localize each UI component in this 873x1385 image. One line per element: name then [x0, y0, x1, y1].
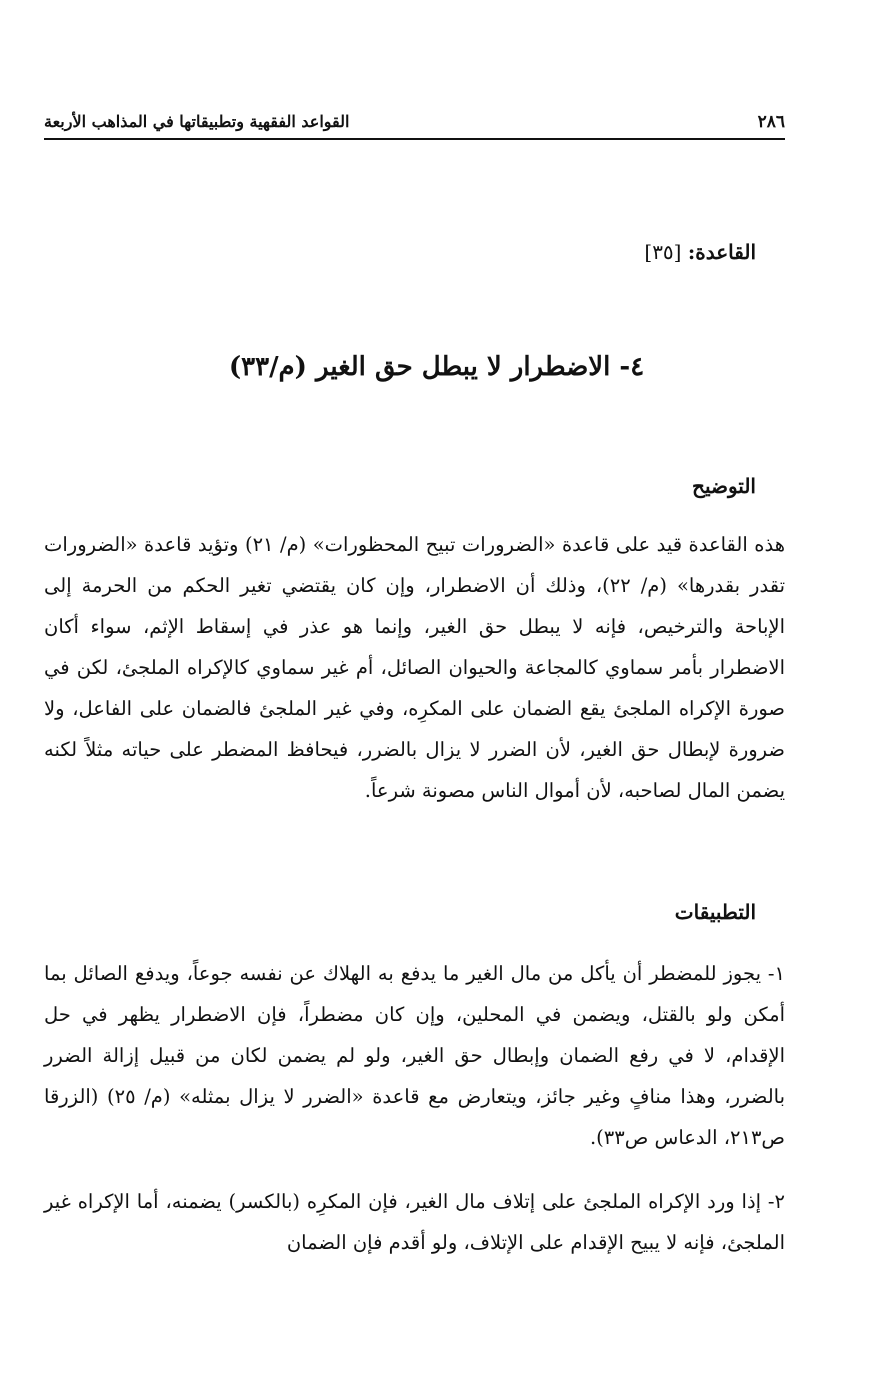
rule-label: [644, 240, 756, 264]
application-item-1: ١- يجوز للمضطر أن يأكل من مال الغير ما يدفع به الهلاك عن نفسه جوعاً، ويدفع الصائل بما أمكن ولو بالقتل، ويضمن في المحلين، وإن كان مضطراً، فإن الاضطرار يظهر في حل الإقدام، لا في رفع الضمان وإبطال حق الغير، ولو لم يضمن لكان من قبيل إزالة الضرر بالضرر، وهذا منافٍ وغير جائز، ويتعارض مع قاعدة «الضرر لا يزال بمثله» (م/ ٢٥) (الزرقا ص٢١٣، الدعاس ص٣٣).: [44, 962, 786, 1149]
rule-label-text: القاعدة:: [687, 240, 756, 264]
application-item-2: ٢- إذا ورد الإكراه الملجئ على إتلاف مال الغير، فإن المكرِه (بالكسر) يضمنه، أما الإكراه غير الملجئ، فإنه لا يبيح الإقدام على الإتلاف، ولو أقدم فإن الضمان: [44, 1190, 785, 1254]
running-header: [44, 110, 785, 140]
rule-title: ٤- الاضطرار لا يبطل حق الغير (م/٣٣): [228, 352, 645, 382]
book-title: القواعد الفقهية وتطبيقاتها في المذاهب الأربعة: [44, 112, 350, 131]
explanation-heading: التوضيح: [692, 474, 756, 498]
explanation-paragraph: هذه القاعدة قيد على قاعدة «الضرورات تبيح المحظورات» (م/ ٢١) وتؤيد قاعدة «الضرورات تقدر بقدرها» (م/ ٢٢)، وذلك أن الاضطرار، وإن كان يقتضي تغير الحكم من الحرمة إلى الإباحة والترخيص، فإنه لا يبطل حق الغير، وإنما هو عذر في إسقاط الإثم، سواء أكان الاضطرار بأمر سماوي كالمجاعة والحيوان الصائل، أم غير سماوي كالإكراه الملجئ، لكن في صورة الإكراه الملجئ يقع الضمان على المكرِه، وفي غير الملجئ فالضمان على الفاعل، ولا ضرورة لإبطال حق الغير، لأن الضرر لا يزال بالضرر، فيحافظ المضطر على حياته مثلاً لكنه يضمن المال لصاحبه، لأن أموال الناس مصونة شرعاً.: [44, 533, 785, 802]
page-number: ٢٨٦: [757, 112, 785, 132]
applications-heading: التطبيقات: [674, 900, 756, 924]
rule-number: [٣٥]: [644, 240, 682, 264]
